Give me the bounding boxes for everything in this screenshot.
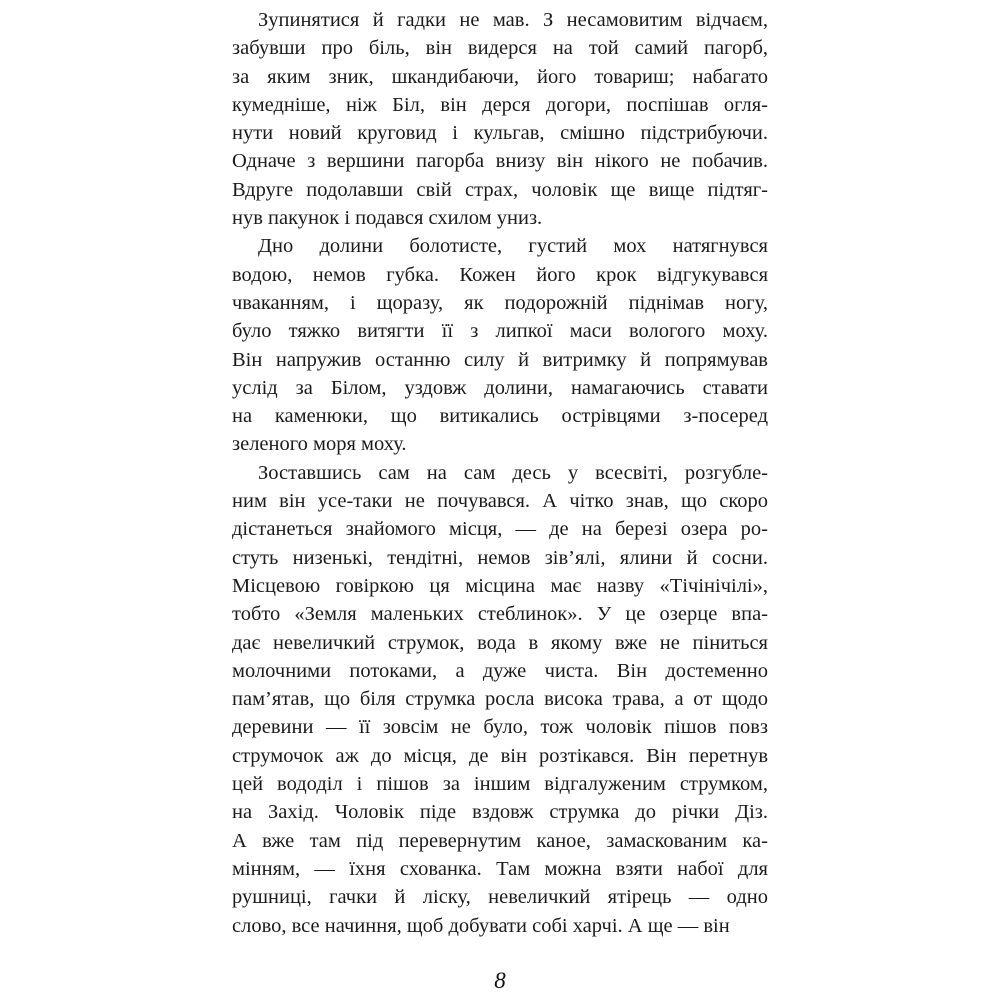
text-line: стуть низенькі, тендітні, немов зів’ялі, ялини й сосни.: [232, 546, 768, 569]
text-line: струмочок аж до місця, де він розтікався. Він перетнув: [232, 744, 768, 767]
text-line: молочними потоками, а дуже чиста. Він достеменно: [232, 659, 768, 682]
text-line: Зоставшись сам на сам десь у всесвіті, розгубле-: [258, 461, 768, 484]
text-line: А вже там під перевернутим каное, замаскованим ка-: [232, 829, 768, 852]
text-line: за яким зник, шкандибаючи, його товариш; набагато: [232, 65, 768, 88]
text-line: пам’ятав, що біля струмка росла висока трава, а от щодо: [232, 688, 768, 711]
text-line: водою, немов губка. Кожен його крок відгукувався: [232, 263, 768, 286]
text-line: зеленого моря моху.: [232, 433, 407, 456]
text-line: слово, все начиння, щоб добувати собі харчі. А ще — він: [232, 914, 730, 937]
text-line: мінням, — їхня схованка. Там можна взяти набої для: [232, 857, 768, 880]
text-line: на каменюки, що витикались острівцями з-посеред: [232, 405, 768, 428]
text-line: цей вододіл і пішов за іншим відгалуженим струмком,: [232, 773, 768, 796]
text-line: деревини — її зовсім не було, тож чоловік пішов повз: [232, 716, 768, 739]
text-line: нути новий круговид і кульгав, смішно підстрибуючи.: [232, 122, 768, 145]
text-line: забувши про біль, він видерся на той самий пагорб,: [232, 37, 768, 60]
text-line: Місцевою говіркою ця місцина має назву «Тічінічілі»,: [232, 574, 768, 597]
text-line: Зупинятися й гадки не мав. З несамовитим відчаєм,: [258, 9, 768, 31]
text-line: нув пакунок і подався схилом униз.: [232, 207, 543, 230]
text-line: Одначе з вершини пагорба внизу він нікого не побачив.: [232, 150, 768, 173]
text-line: дістанеться знайомого місця, — де на березі озера ро-: [232, 518, 768, 541]
page-number: 8: [494, 968, 506, 993]
text-block: [232, 6, 768, 940]
text-line: рушниці, гачки й ліску, невеличкий ятірець — одно: [232, 886, 768, 909]
text-line: Вдруге подолавши свій страх, чоловік ще вище підтяг-: [232, 178, 768, 201]
text-line: кумедніше, ніж Біл, він дерся догори, поспішав огля-: [232, 93, 768, 116]
text-line: Дно долини болотисте, густий мох натягнувся: [258, 235, 768, 258]
text-line: чваканням, і щоразу, як подорожній піднімав ногу,: [232, 291, 768, 314]
text-line: услід за Білом, уздовж долини, намагаючись ставати: [232, 376, 768, 399]
text-line: ним він усе-таки не почувався. А чітко знав, що скоро: [232, 490, 768, 513]
text-line: Він напружив останню силу й витримку й попрямував: [232, 348, 768, 371]
text-line: на Захід. Чоловік піде вздовж струмка до річки Діз.: [232, 801, 768, 824]
text-line: було тяжко витягти її з липкої маси вологого моху.: [232, 320, 768, 343]
text-line: тобто «Земля маленьких стеблинок». У це озерце впа-: [232, 603, 768, 626]
text-line: дає невеличкий струмок, вода в якому вже не піниться: [232, 631, 768, 654]
